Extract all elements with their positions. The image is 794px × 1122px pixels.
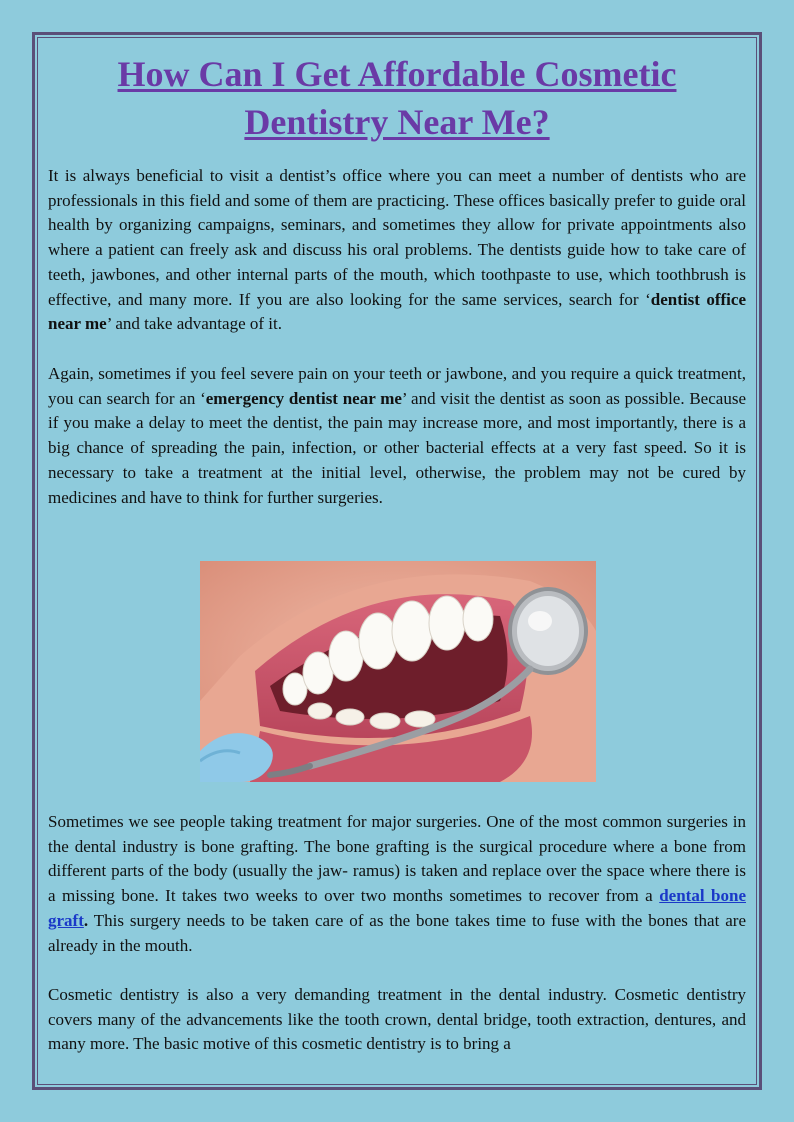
paragraph-text: Again, sometimes if you feel severe pain on your teeth or jawbone, and you require a quick treatment, you can search for an ‘: [48, 364, 746, 408]
bold-keyword-emergency-dentist: emergency dentist near me: [205, 388, 402, 408]
dental-bone-graft-link[interactable]: dental bone graft: [48, 886, 746, 930]
paragraph-bone-graft: [48, 810, 746, 958]
dental-mirror-photo: [200, 561, 596, 782]
paragraph-text: It is always beneficial to visit a dentist’s office where you can meet a number of dentists who are professionals in this field and some of them are practicing. These offices basically prefer to guide oral health by organizing campaigns, seminars, and sometimes they allow for private appointments also where a patient can freely ask and discuss his oral problems. The dentists guide how to take care of teeth, jawbones, and other internal parts of the mouth, which toothpaste to use, which toothbrush is effective, and many more. If you are also looking for the same services, search for ‘: [48, 166, 746, 309]
paragraph-dentist-office: [48, 164, 746, 337]
paragraph-text: ’ and take advantage of it.: [106, 314, 282, 334]
period: .: [83, 910, 89, 930]
teeth-illustration: [200, 561, 596, 782]
bold-keyword-dentist-office: dentist office near me: [48, 289, 746, 334]
paragraph-emergency-dentist: [48, 362, 746, 510]
paragraph-text: This surgery needs to be taken care of as the bone takes time to fuse with the bones that are already in the mouth.: [48, 910, 746, 955]
paragraph-text: ’ and visit the dentist as soon as possible. Because if you make a delay to meet the dentist, the pain may increase more, and most importantly, there is a big chance of spreading the pain, infection, or other bacterial effects at a very fast speed. So it is necessary to take a treatment at the initial level, otherwise, the problem may not be cured by medicines and have to think for further surgeries.: [48, 388, 746, 507]
paragraph-cosmetic-dentistry: Cosmetic dentistry is also a very demanding treatment in the dental industry. Cosmetic dentistry covers many of the advancements like the tooth crown, dental bridge, tooth extraction, dentures, and many more. The basic motive of this cosmetic dentistry is to bring a: [48, 985, 746, 1054]
page-title: How Can I Get Affordable Cosmetic Dentistry Near Me?: [117, 54, 677, 142]
paragraph-text: Sometimes we see people taking treatment for major surgeries. One of the most common surgeries in the dental industry is bone grafting. The bone grafting is the surgical procedure where a bone from different parts of the body (usually the jaw- ramus) is taken and replace over the space where there is a missing bone. It takes two weeks to over two months sometimes to recover from a: [48, 812, 746, 906]
